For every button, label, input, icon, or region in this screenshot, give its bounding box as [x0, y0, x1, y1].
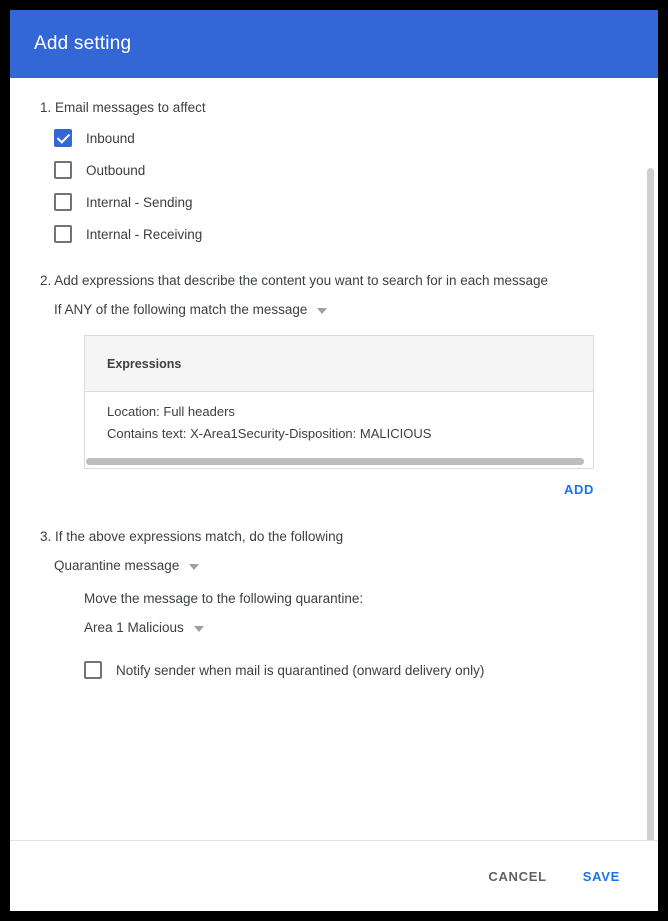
page-title: Add setting — [34, 33, 132, 54]
checkbox-outbound[interactable] — [54, 161, 72, 179]
quarantine-select[interactable] — [84, 620, 628, 635]
chevron-down-icon — [189, 564, 199, 570]
expressions-column-header: Expressions — [107, 356, 182, 371]
section-3-title: 3. If the above expressions match, do the following — [40, 529, 344, 544]
chevron-down-icon — [194, 626, 204, 632]
section-expressions — [40, 273, 628, 499]
quarantine-instruction-label: Move the message to the following quarantine: — [84, 591, 364, 606]
chevron-down-icon — [317, 308, 327, 314]
dialog-body-content — [10, 78, 658, 840]
checkbox-row-notify-sender[interactable] — [84, 661, 628, 679]
checkbox-row-inbound[interactable] — [54, 129, 628, 147]
table-row[interactable]: Location: Full headers — [107, 404, 235, 419]
checkbox-internal-receiving[interactable] — [54, 225, 72, 243]
add-expression-row — [40, 481, 594, 499]
add-setting-dialog — [10, 10, 658, 911]
add-expression-button[interactable]: ADD — [564, 482, 594, 497]
checkbox-row-internal-sending[interactable] — [54, 193, 628, 211]
checkbox-label-outbound: Outbound — [86, 162, 146, 178]
match-mode-select[interactable] — [54, 302, 628, 317]
checkbox-label-inbound: Inbound — [86, 130, 135, 146]
dialog-header — [10, 10, 658, 78]
match-mode-value: If ANY of the following match the message — [54, 302, 308, 317]
expressions-table-body — [85, 392, 593, 468]
horizontal-scrollbar[interactable] — [86, 458, 592, 465]
quarantine-select-value: Area 1 Malicious — [84, 620, 184, 635]
checkbox-notify-sender[interactable] — [84, 661, 102, 679]
action-select[interactable] — [54, 558, 628, 573]
checkbox-inbound[interactable] — [54, 129, 72, 147]
checkbox-label-internal-sending: Internal - Sending — [86, 194, 193, 210]
vertical-scrollbar-thumb[interactable] — [647, 168, 654, 840]
expressions-table-header — [85, 336, 593, 392]
checkbox-row-outbound[interactable] — [54, 161, 628, 179]
table-row[interactable]: Contains text: X-Area1Security-Disposition: MALICIOUS — [107, 426, 432, 441]
cancel-button[interactable]: CANCEL — [474, 861, 560, 892]
section-email-messages — [40, 100, 628, 243]
checkbox-row-internal-receiving[interactable] — [54, 225, 628, 243]
section-2-title: 2. Add expressions that describe the content you want to search for in each message — [40, 273, 549, 288]
section-1-title: 1. Email messages to affect — [40, 100, 206, 115]
expressions-table — [84, 335, 594, 469]
checkbox-internal-sending[interactable] — [54, 193, 72, 211]
dialog-footer — [10, 840, 658, 911]
save-button[interactable]: SAVE — [569, 861, 634, 892]
action-select-value: Quarantine message — [54, 558, 180, 573]
dialog-body — [10, 78, 658, 840]
checkbox-label-internal-receiving: Internal - Receiving — [86, 226, 203, 242]
horizontal-scrollbar-thumb[interactable] — [86, 458, 584, 465]
checkbox-label-notify-sender: Notify sender when mail is quarantined (onward delivery only) — [116, 662, 485, 678]
section-actions — [40, 529, 628, 679]
vertical-scrollbar[interactable] — [649, 78, 656, 840]
